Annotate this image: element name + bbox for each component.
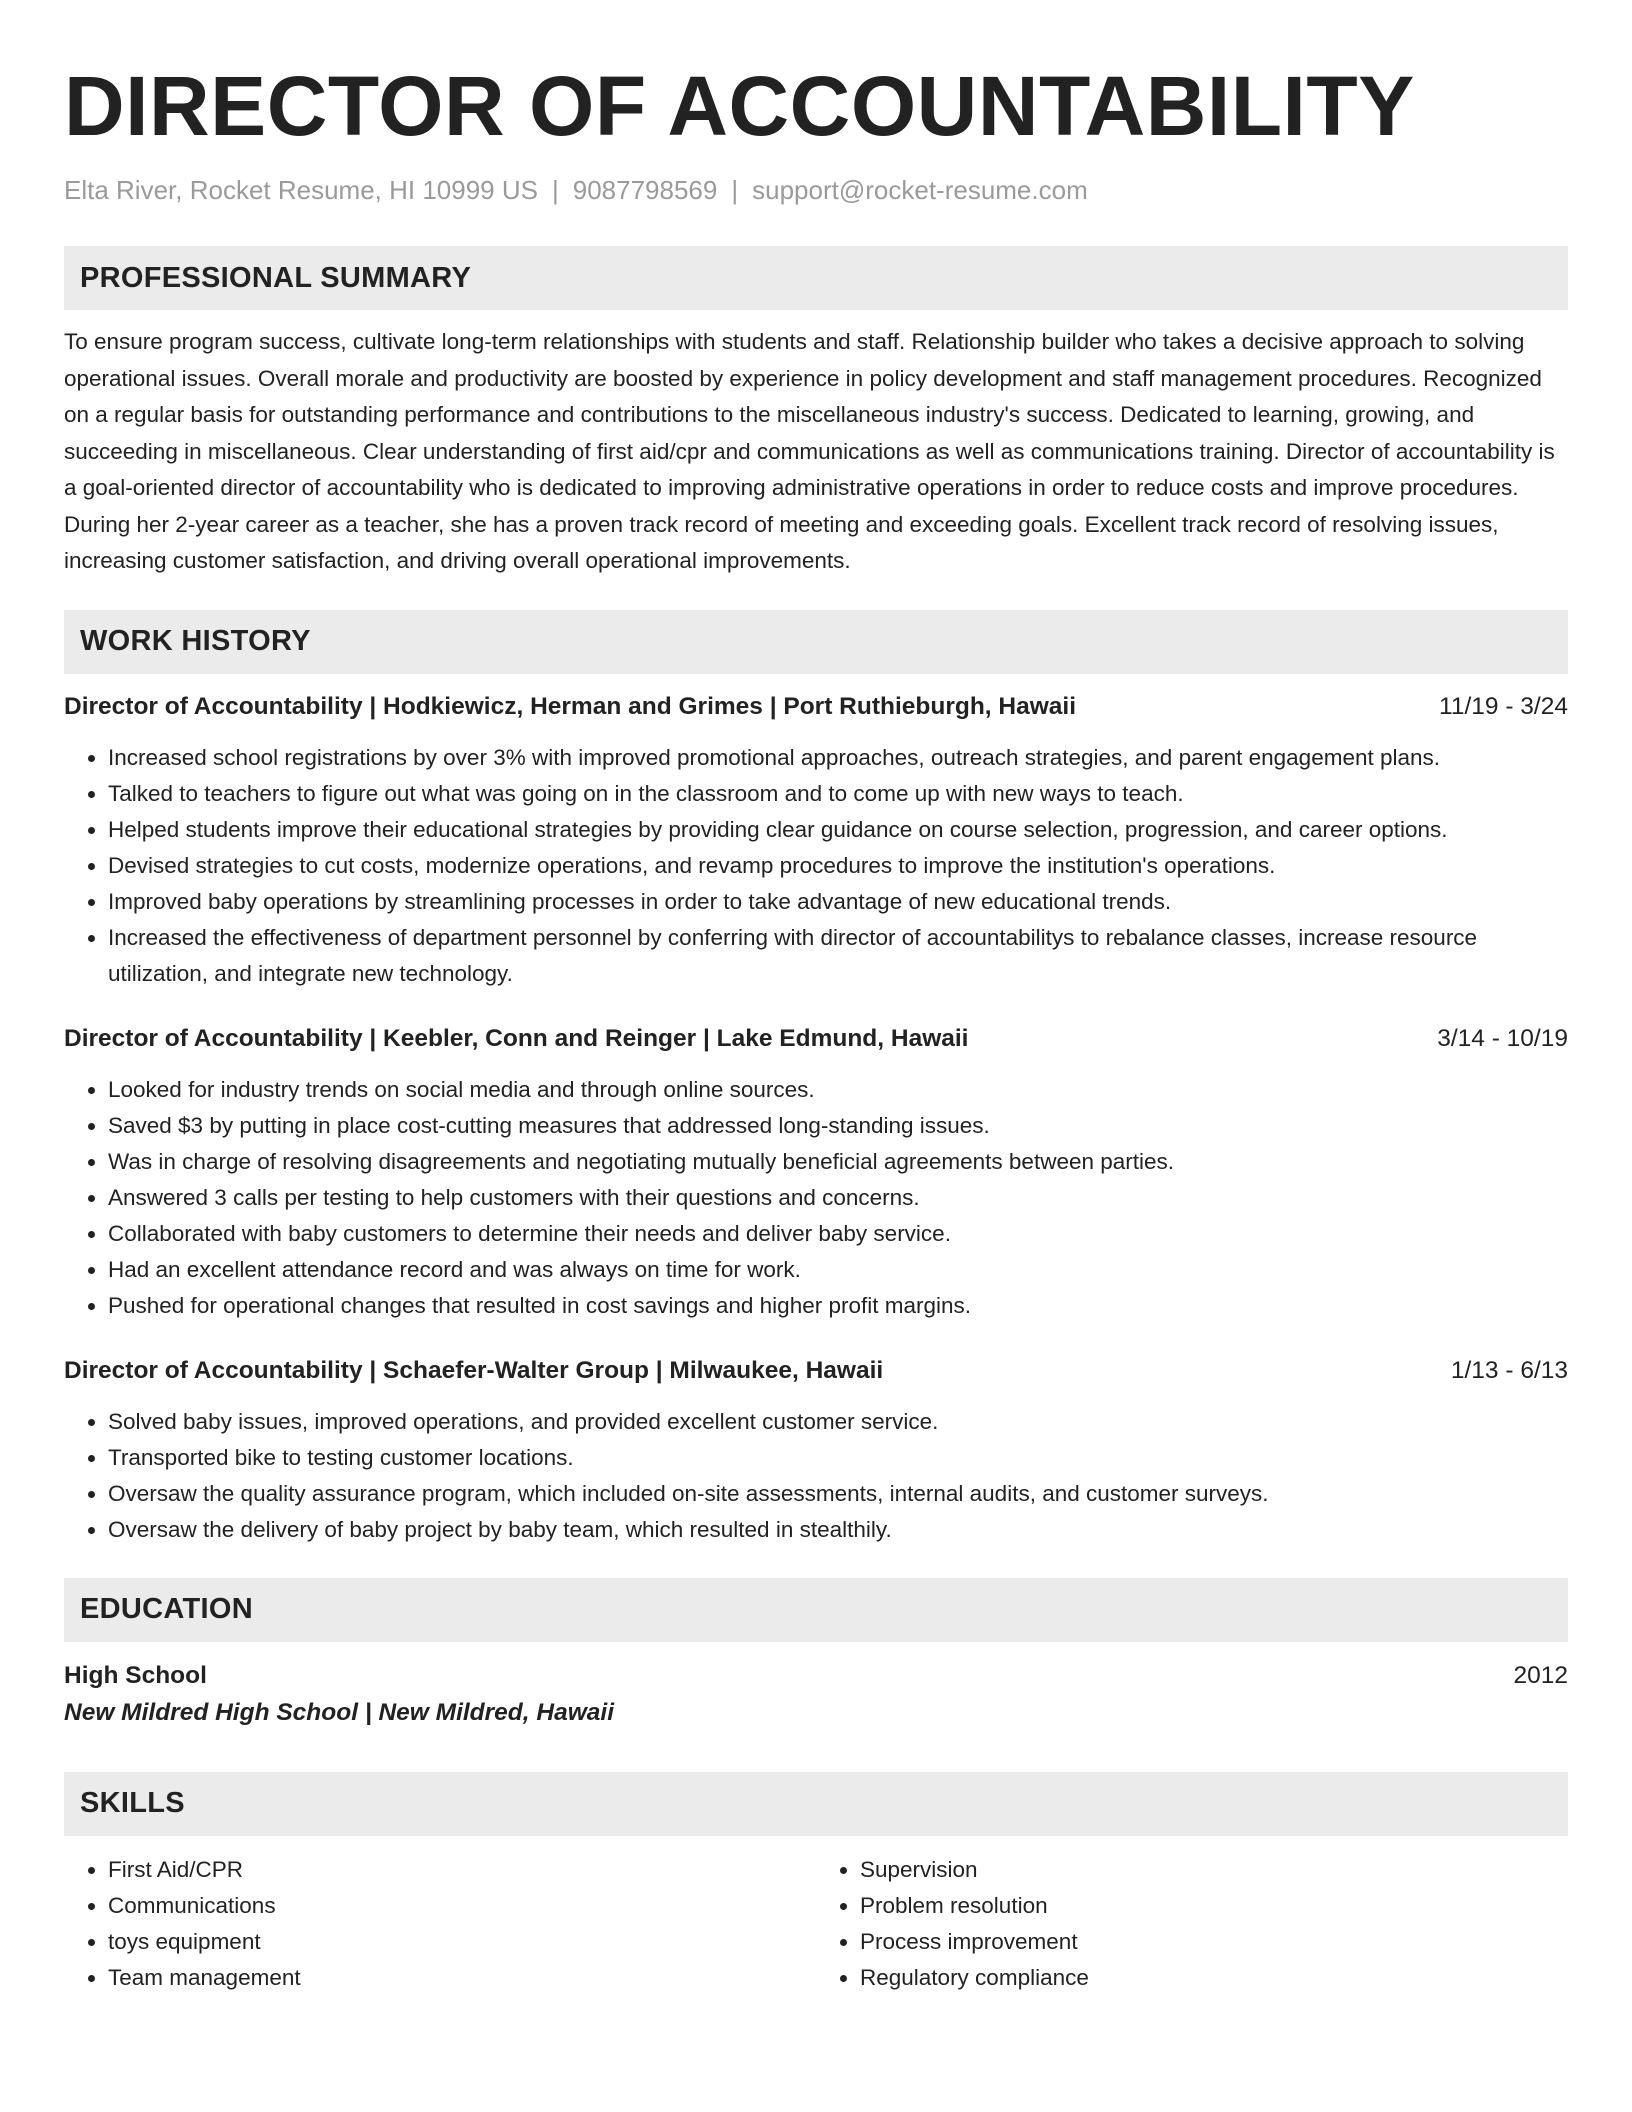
- skill-item: • Problem resolution: [860, 1888, 1568, 1924]
- job-bullet: • Devised strategies to cut costs, modernize operations, and revamp procedures to improve the institution's operations.: [108, 848, 1568, 884]
- summary-section-header: [64, 246, 1568, 310]
- education-year: 2012: [1513, 1661, 1568, 1689]
- job-bullet: • Talked to teachers to figure out what was going on in the classroom and to come up with new ways to teach.: [108, 776, 1568, 812]
- skill-item: • Supervision: [860, 1852, 1568, 1888]
- education-degree: High School: [64, 1661, 207, 1689]
- contact-phone: 9087798569: [572, 175, 718, 205]
- job-bullet: • Increased the effectiveness of department personnel by conferring with director of accountabilitys to rebalance classes, increase resource utilization, and integrate new technology.: [108, 920, 1568, 992]
- contact-line: [64, 174, 1568, 206]
- job-bullet: • Pushed for operational changes that resulted in cost savings and higher profit margins.: [108, 1288, 1568, 1324]
- job-bullet: • Collaborated with baby customers to determine their needs and deliver baby service.: [108, 1216, 1568, 1252]
- job-dates: 11/19 - 3/24: [1439, 692, 1568, 720]
- education-school: New Mildred High School | New Mildred, Hawaii: [64, 1698, 615, 1726]
- job-bullet: • Oversaw the quality assurance program, which included on-site assessments, internal audits, and customer surveys.: [108, 1476, 1568, 1512]
- resume-name: DIRECTOR OF ACCOUNTABILITY: [64, 59, 1415, 153]
- job-dates: 3/14 - 10/19: [1437, 1024, 1568, 1052]
- job-entry: [64, 1022, 1568, 1324]
- skills-list-right: [816, 1852, 1568, 1996]
- education-entry: [64, 1658, 1568, 1732]
- job-title: Director of Accountability | Keebler, Conn and Reinger | Lake Edmund, Hawaii: [64, 1024, 969, 1052]
- resume-page: [64, 0, 1568, 1996]
- job-bullet: • Oversaw the delivery of baby project by baby team, which resulted in stealthily.: [108, 1512, 1568, 1548]
- skill-item: • toys equipment: [108, 1924, 816, 1960]
- skill-item: • Communications: [108, 1888, 816, 1924]
- skills-section-header: [64, 1772, 1568, 1836]
- job-bullet: • Improved baby operations by streamlining processes in order to take advantage of new educational trends.: [108, 884, 1568, 920]
- job-bullet: • Helped students improve their educational strategies by providing clear guidance on course selection, progression, and career options.: [108, 812, 1568, 848]
- contact-email: support@rocket-resume.com: [752, 175, 1088, 205]
- skill-item: • Regulatory compliance: [860, 1960, 1568, 1996]
- skills-list-left: [64, 1852, 816, 1996]
- job-header: [64, 1022, 1568, 1056]
- education-heading: EDUCATION: [80, 1593, 253, 1625]
- job-bullet: • Increased school registrations by over 3% with improved promotional approaches, outreach strategies, and parent engagement plans.: [108, 740, 1568, 776]
- job-header: [64, 1354, 1568, 1388]
- job-bullet: • Was in charge of resolving disagreements and negotiating mutually beneficial agreements between parties.: [108, 1144, 1568, 1180]
- job-bullet: • Saved $3 by putting in place cost-cutting measures that addressed long-standing issues.: [108, 1108, 1568, 1144]
- job-entry: [64, 690, 1568, 992]
- work-section-header: [64, 610, 1568, 674]
- job-dates: 1/13 - 6/13: [1450, 1356, 1568, 1384]
- summary-heading: PROFESSIONAL SUMMARY: [80, 261, 472, 294]
- education-header: [64, 1658, 1568, 1694]
- contact-address: Elta River, Rocket Resume, HI 10999 US: [64, 175, 538, 205]
- skill-item: • First Aid/CPR: [108, 1852, 816, 1888]
- job-bullets: [64, 740, 1568, 992]
- job-bullet: • Answered 3 calls per testing to help customers with their questions and concerns.: [108, 1180, 1568, 1216]
- contact-separator: |: [731, 175, 739, 205]
- skill-item: • Process improvement: [860, 1924, 1568, 1960]
- job-bullet: • Solved baby issues, improved operations, and provided excellent customer service.: [108, 1404, 1568, 1440]
- job-bullets: [64, 1072, 1568, 1324]
- work-heading: WORK HISTORY: [80, 625, 311, 657]
- job-bullets: [64, 1404, 1568, 1548]
- job-bullet: • Transported bike to testing customer locations.: [108, 1440, 1568, 1476]
- summary-text: To ensure program success, cultivate long-term relationships with students and staff. Relationship builder who takes a decisive approach to solving operational issues. Overall morale and productivity are boosted by experience in policy development and staff management procedures. Recognized on a regular basis for outstanding performance and contributions to the miscellaneous industry's success. Dedicated to learning, growing, and succeeding in miscellaneous. Clear understanding of first aid/cpr and communications as well as communications training. Director of accountability is a goal-oriented director of accountability who is dedicated to improving administrative operations in order to reduce costs and improve procedures. During her 2-year career as a teacher, she has a proven track record of meeting and exceeding goals. Excellent track record of resolving issues, increasing customer satisfaction, and driving overall operational improvements.: [64, 329, 1555, 573]
- job-bullet: • Looked for industry trends on social media and through online sources.: [108, 1072, 1568, 1108]
- job-title: Director of Accountability | Hodkiewicz, Herman and Grimes | Port Ruthieburgh, Hawaii: [64, 692, 1077, 720]
- skills-grid: [64, 1852, 1568, 1996]
- education-section-header: [64, 1578, 1568, 1642]
- contact-separator: |: [551, 175, 559, 205]
- job-entry: [64, 1354, 1568, 1548]
- skills-heading: SKILLS: [80, 1787, 185, 1819]
- job-header: [64, 690, 1568, 724]
- job-bullet: • Had an excellent attendance record and was always on time for work.: [108, 1252, 1568, 1288]
- job-title: Director of Accountability | Schaefer-Walter Group | Milwaukee, Hawaii: [64, 1356, 884, 1384]
- skill-item: • Team management: [108, 1960, 816, 1996]
